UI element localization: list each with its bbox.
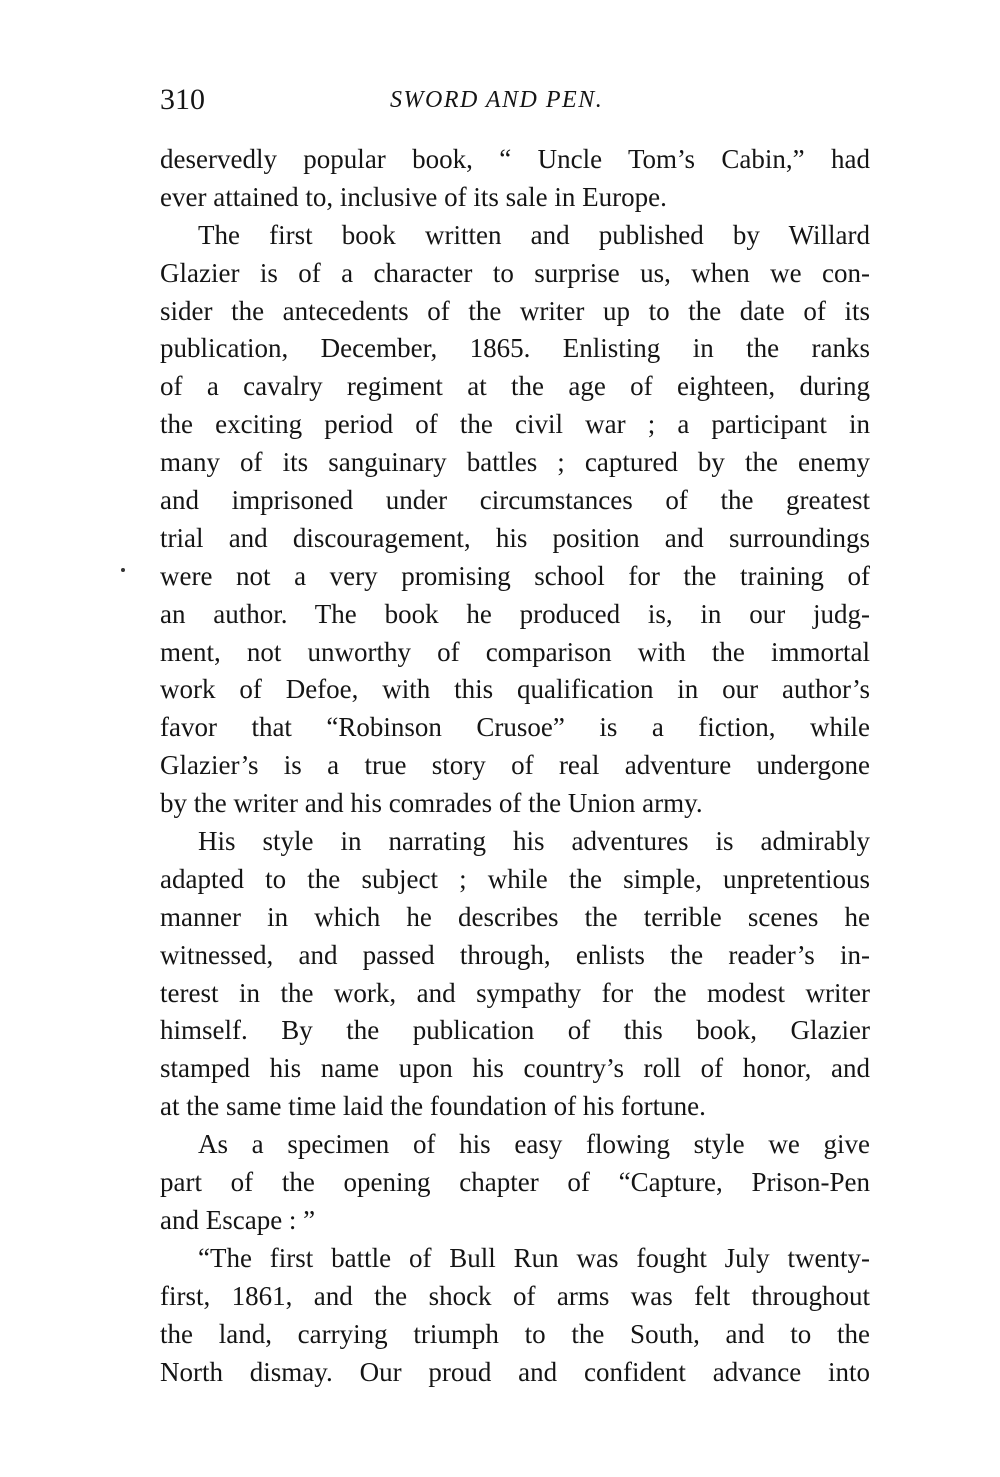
text-line: trial and discouragement, his position and surroundings xyxy=(160,522,870,553)
text-line: His style in narrating his adventures is admirably xyxy=(198,826,870,857)
text-line: and Escape : ” xyxy=(160,1204,316,1235)
text-line: deservedly popular book, “ Uncle Tom’s Cabin,” had xyxy=(160,144,870,174)
text-line: sider the antecedents of the writer up to the date of its xyxy=(160,295,870,326)
text-line: witnessed, and passed through, enlists the reader’s in- xyxy=(160,939,870,970)
text-line: The first book written and published by Willard xyxy=(198,219,870,250)
text-line: adapted to the subject ; while the simple, unpretentious xyxy=(160,863,870,894)
text-line: the exciting period of the civil war ; a participant in xyxy=(160,409,870,440)
text-line: Glazier is of a character to surprise us, when we con- xyxy=(160,257,870,288)
text-line: by the writer and his comrades of the Union army. xyxy=(160,788,703,819)
text-line: were not a very promising school for the training of xyxy=(160,560,870,591)
text-line: at the same time laid the foundation of his fortune. xyxy=(160,1091,706,1122)
text-line: many of its sanguinary battles ; captured by the enemy xyxy=(160,447,870,478)
text-line: of a cavalry regiment at the age of eighteen, during xyxy=(160,371,870,402)
running-title: SWORD AND PEN. xyxy=(390,87,604,113)
text-line: stamped his name upon his country’s roll of honor, and xyxy=(160,1053,870,1084)
text-line: terest in the work, and sympathy for the modest writer xyxy=(160,977,870,1008)
text-line: and imprisoned under circumstances of the greatest xyxy=(160,485,870,516)
text-line: ever attained to, inclusive of its sale in Europe. xyxy=(160,181,667,212)
text-line: “The first battle of Bull Run was fought July twenty- xyxy=(198,1242,870,1273)
text-line: himself. By the publication of this book, Glazier xyxy=(160,1015,870,1046)
text-line: publication, December, 1865. Enlisting in the ranks xyxy=(160,333,870,364)
page-number: 310 xyxy=(160,83,205,116)
body-text xyxy=(160,141,870,1391)
text-line: part of the opening chapter of “Capture, Prison-Pen xyxy=(160,1167,870,1198)
stray-ink-mark xyxy=(121,568,125,572)
text-line: ment, not unworthy of comparison with the immortal xyxy=(160,636,870,667)
text-line: first, 1861, and the shock of arms was felt throughout xyxy=(160,1280,870,1311)
text-line: work of Defoe, with this qualification in our author’s xyxy=(160,674,870,705)
page-header xyxy=(160,78,870,122)
text-line: favor that “Robinson Crusoe” is a fiction, while xyxy=(160,712,870,743)
text-line: an author. The book he produced is, in our judg- xyxy=(160,598,870,629)
text-line: North dismay. Our proud and confident advance into xyxy=(160,1356,870,1387)
text-line: Glazier’s is a true story of real adventure undergone xyxy=(160,750,870,781)
text-line: manner in which he describes the terrible scenes he xyxy=(160,901,870,932)
text-line: As a specimen of his easy flowing style we give xyxy=(198,1129,870,1160)
text-line: the land, carrying triumph to the South, and to the xyxy=(160,1318,870,1349)
